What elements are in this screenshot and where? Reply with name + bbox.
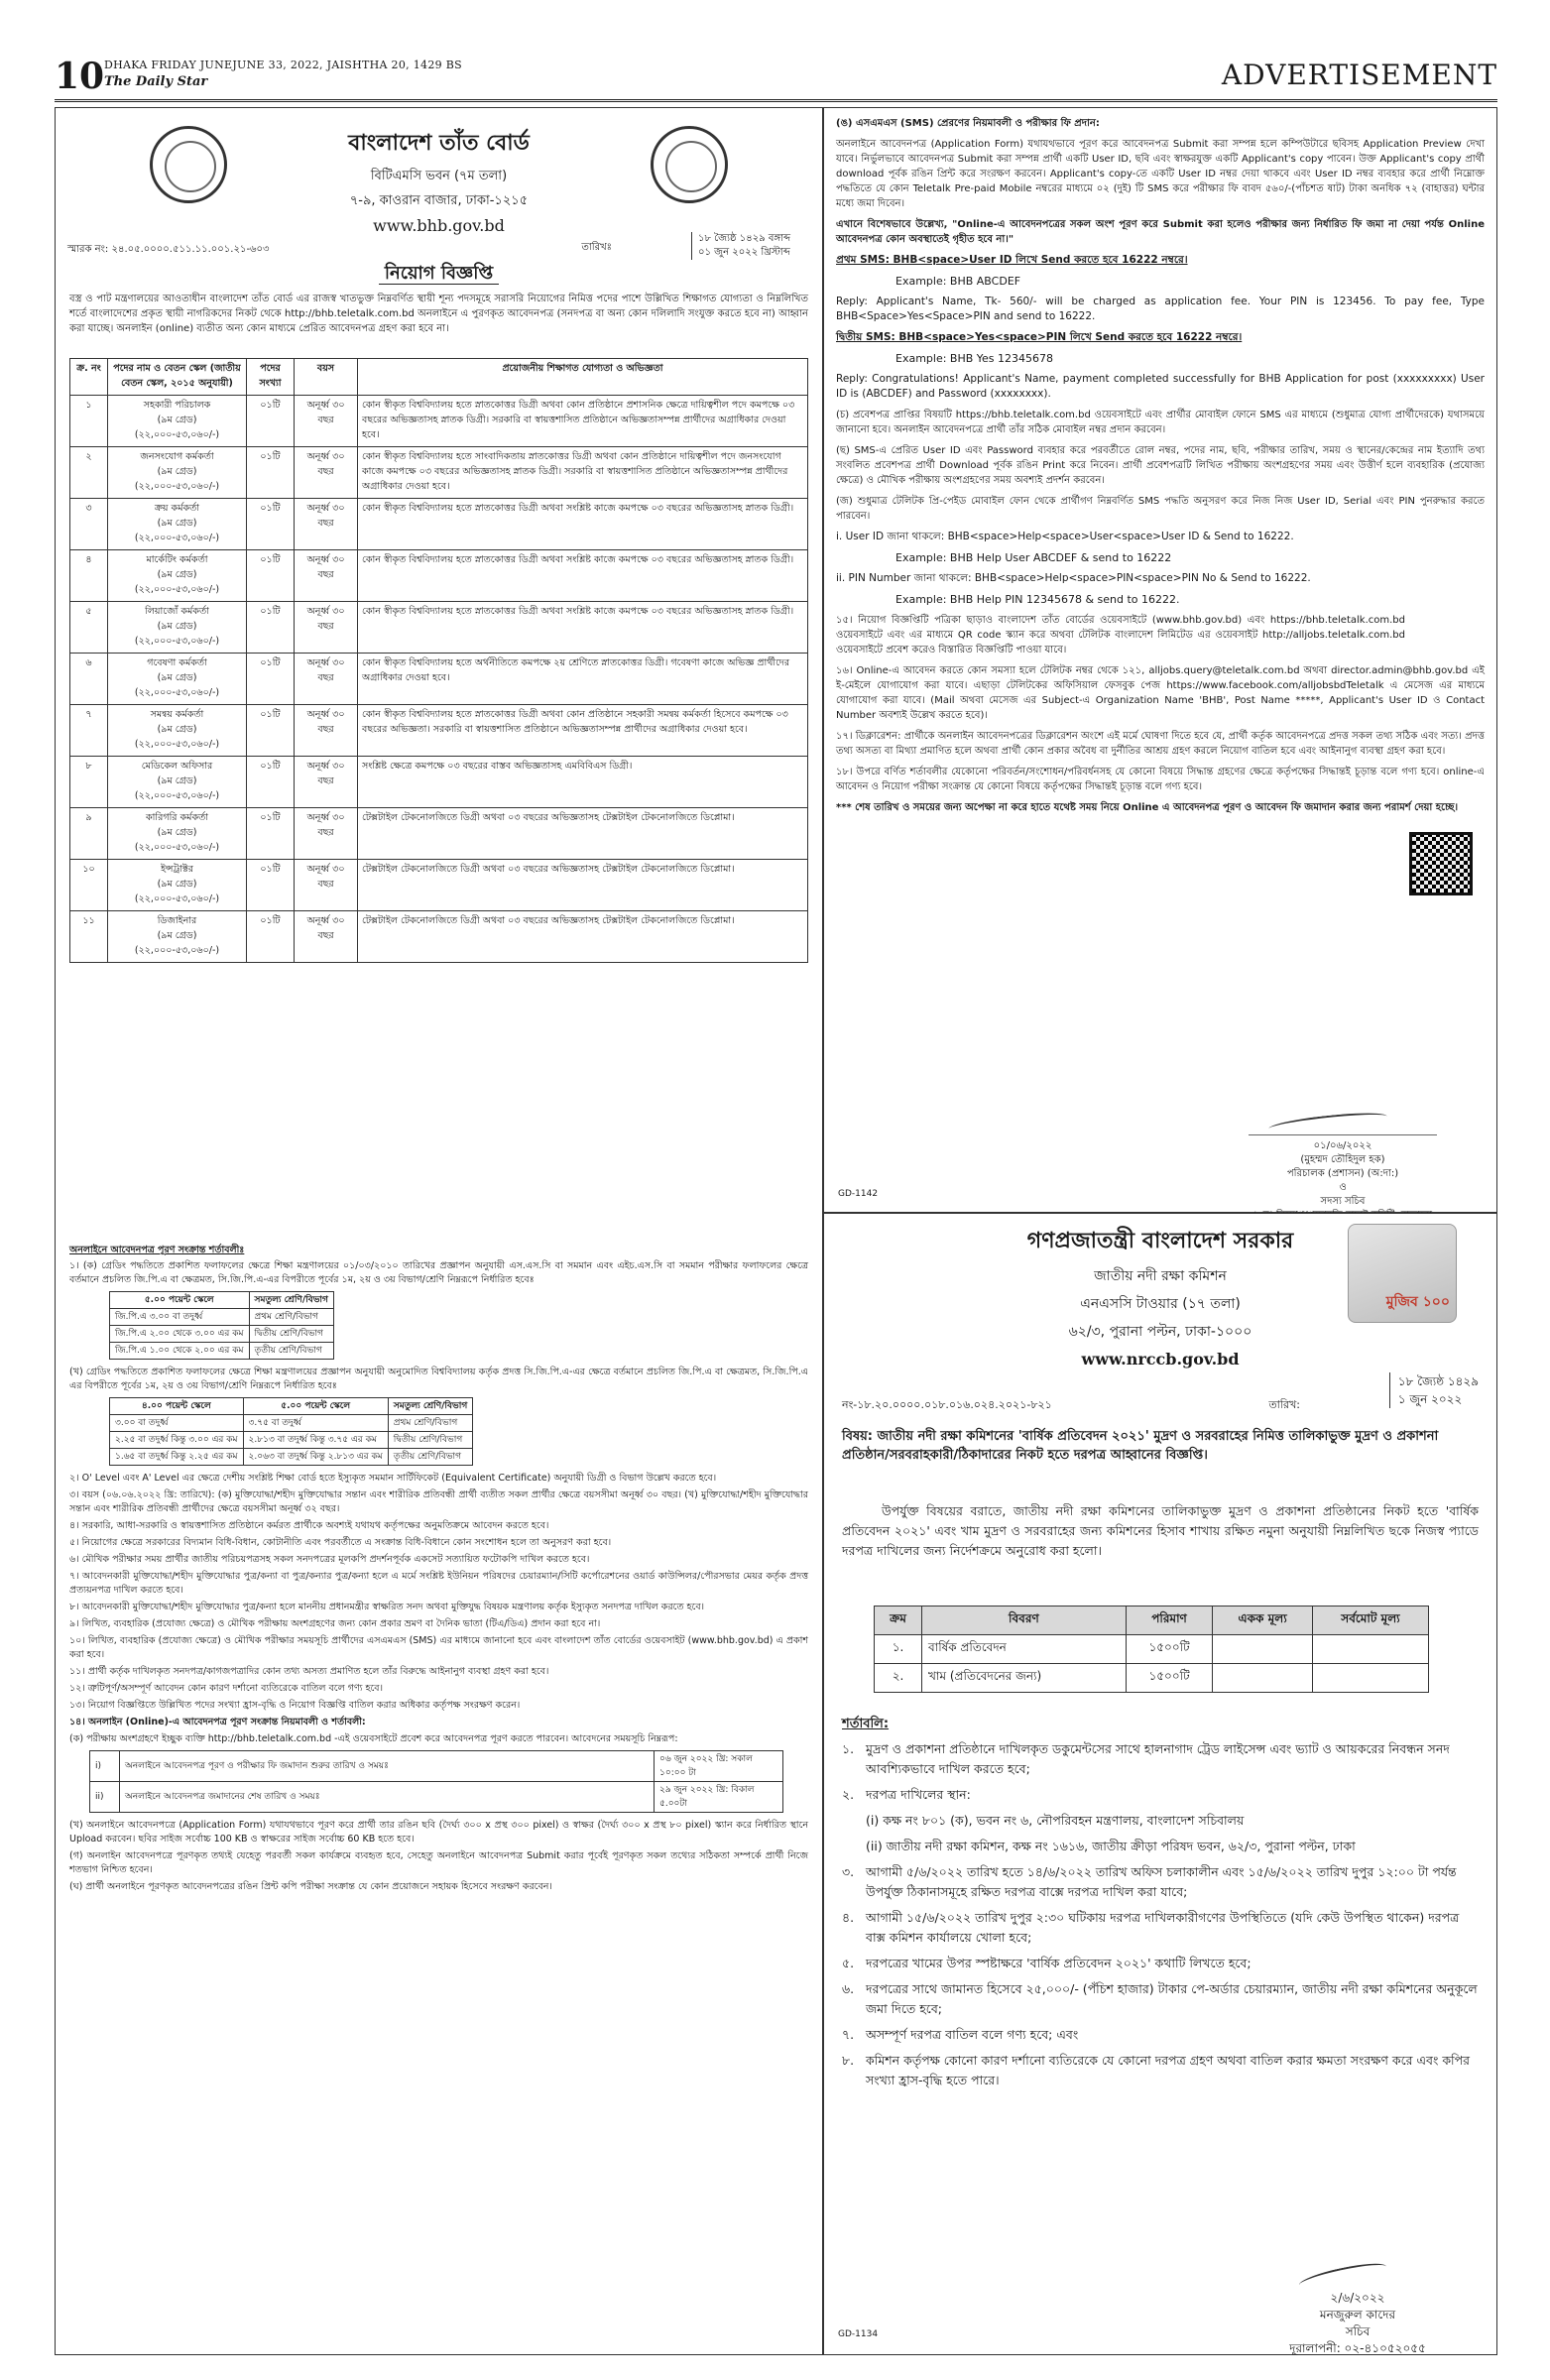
condition-19: *** শেষ তারিখ ও সময়ের জন্য অপেক্ষা না করে হাতে যথেষ্ট সময় নিয়ে Online এ আবেদনপত্র পূরণ ও আবেদন ফি জমাদান করার জন্য পরামর্শ দেয়া হচ্ছে। <box>836 802 1459 813</box>
bhb-website[interactable]: www.bhb.gov.bd <box>373 216 505 235</box>
section-title: ADVERTISEMENT <box>1221 59 1497 91</box>
table-cell: ২.৮১৩ বা তদুর্ধ্ব কিন্তু ৩.৭৫ এর কম <box>243 1432 388 1449</box>
condition-17: ১৭। ডিক্লারেশন: প্রার্থীকে অনলাইন আবেদনপত্রের ডিক্লারেশন অংশে এই মর্মে ঘোষণা দিতে হবে যে, প্রার্থী কর্তৃক আবেদনপত্রে প্রদত্ত সকল তথ্য সঠিক এবং সত্য। প্রদত্ত তথ্য অসত্য বা মিথ্যা প্রমাণিত হলে অথবা প্রার্থী কোন প্রকার অবৈধ বা দুর্নীতির আশ্রয় গ্রহণ করলে নিয়োগ বাতিল হবে এবং আইনানুগ ব্যবস্থা গ্রহণ করা হবে। <box>836 731 1485 757</box>
post-name: সমন্বয় কর্মকর্তা <box>150 709 204 720</box>
post-requirement: টেক্সটাইল টেকনোলজিতে ডিগ্রী অথবা ০৩ বছরের অভিজ্ঞতাসহ টেক্সটাইল টেকনোলজিতে ডিপ্লোমা। <box>358 911 808 963</box>
table-cell: ৩.৭৫ বা তদুর্ধ্ব <box>243 1415 388 1432</box>
post-serial: ৪ <box>70 550 108 602</box>
table-cell: ১. <box>875 1635 922 1664</box>
gpa-col-scale: ৫.০০ পয়েন্ট স্কেলে <box>110 1292 250 1309</box>
post-count: ০১টি <box>247 654 295 705</box>
sms-first-example: Example: BHB ABCDEF <box>895 275 1021 288</box>
table-row <box>875 1635 1429 1664</box>
post-age: অনূর্ধ্ব ৩০ বছর <box>295 499 358 550</box>
schedule-table <box>89 1750 783 1813</box>
nrcc-date-en: ১ জুন ২০২২ <box>1397 1392 1463 1406</box>
post-age: অনূর্ধ্ব ৩০ বছর <box>295 705 358 757</box>
post-name-cell <box>108 654 247 705</box>
table-row <box>110 1449 473 1466</box>
list-item <box>842 1954 1479 1973</box>
condition-item: ৯। লিখিত, ব্যবহারিক (প্রযোজ্য ক্ষেত্রে) ও মৌখিক পরীক্ষায় অংশগ্রহণের জন্য কোন প্রকার ভ্রমণ বা দৈনিক ভাতা (টিএ/ডিএ) প্রদান করা হবে না। <box>69 1618 601 1629</box>
nrcc-tender-ad <box>823 1213 1497 2355</box>
term-number: ৪. <box>842 1910 855 1925</box>
condition-item: ৬। মৌখিক পরীক্ষার সময় প্রার্থীর জাতীয় পরিচয়পত্রসহ সকল সনদপত্রের মূলকপি প্রদর্শনপূর্বক একসেট সত্যায়িত ফটোকপি দাখিল করতে হবে। <box>69 1554 590 1565</box>
table-cell: জি.পি.এ ২.০০ থেকে ৩.০০ এর কম <box>110 1326 250 1343</box>
schedule-text: অনলাইনে আবেদনপত্র জমাদানের শেষ তারিখ ও সময়ঃ <box>120 1782 655 1813</box>
bhb-sign-designation: পরিচালক (প্রশাসন) (অ:দা:) <box>1286 1168 1399 1179</box>
post-name: কারিগরি কর্মকর্তা <box>146 812 208 823</box>
post-scale: (২২,০০০-৫৩,০৬০/-) <box>134 429 220 440</box>
table-row <box>70 447 808 499</box>
post-count: ০১টি <box>247 705 295 757</box>
term-number <box>842 1811 866 1831</box>
online-heading: ১৪। অনলাইন (Online)-এ আবেদনপত্র পূরণ সংক্রান্ত নিয়মাবলী ও শর্তাবলী: <box>69 1717 366 1727</box>
cgpa-table <box>109 1397 473 1466</box>
post-age: অনূর্ধ্ব ৩০ বছর <box>295 911 358 963</box>
table-cell: তৃতীয় শ্রেণি/বিভাগ <box>249 1343 333 1360</box>
online-d: (ঘ) প্রার্থী অনলাইনে পূরণকৃত আবেদনপত্রের রঙিন প্রিন্ট কপি পরীক্ষা সংক্রান্ত যে কোন প্রয়োজনে সহায়ক হিসেবে সংরক্ষণ করবেন। <box>69 1881 552 1892</box>
post-serial: ৭ <box>70 705 108 757</box>
term-text: (i) কক্ষ নং ৮০১ (ক), ভবন নং ৬, নৌপরিবহন মন্ত্রণালয়, বাংলাদেশ সচিবালয় <box>866 1813 1245 1828</box>
post-serial: ৯ <box>70 808 108 860</box>
post-name-cell <box>108 602 247 654</box>
col-post-name: পদের নাম ও বেতন স্কেল (জাতীয় বেতন স্কেল, ২০১৫ অনুযায়ী) <box>108 359 247 396</box>
notice-title-text: নিয়োগ বিজ্ঞপ্তি <box>379 263 499 285</box>
post-scale: (২২,০০০-৫৩,০৬০/-) <box>134 893 220 904</box>
post-grade: (৯ম গ্রেড) <box>157 672 197 683</box>
post-serial: ১১ <box>70 911 108 963</box>
term-text: মুদ্রণ ও প্রকাশনা প্রতিষ্ঠানে দাখিলকৃত ডকুমেন্টসের সাথে হালনাগাদ ট্রেড লাইসেন্স এবং ভ্যাট ও আয়করের নিবন্ধন সনদ আবশ্যিকভাবে দাখিল করতে হবে; <box>866 1741 1450 1776</box>
post-count: ০১টি <box>247 757 295 808</box>
table-cell: দ্বিতীয় শ্রেণি/বিভাগ <box>249 1326 333 1343</box>
post-name: ইন্সট্রাক্টর <box>161 864 193 875</box>
table-cell: প্রথম শ্রেণি/বিভাগ <box>388 1415 472 1432</box>
condition-item: ১৩। নিয়োগ বিজ্ঞপ্তিতে উল্লিখিত পদের সংখ্যা হ্রাস-বৃদ্ধি ও নিয়োগ বিজ্ঞপ্তি বাতিল করার অধিকার কর্তৃপক্ষ সংরক্ষণ করেন। <box>69 1700 521 1711</box>
nrcc-building: এনএসসি টাওয়ার (১৭ তলা) <box>1080 1296 1241 1312</box>
post-name: মেডিকেল অফিসার <box>141 761 213 772</box>
term-number: ৮. <box>842 2053 855 2068</box>
post-age: অনূর্ধ্ব ৩০ বছর <box>295 396 358 447</box>
recovery-pin: ii. PIN Number জানা থাকলে: BHB<space>Help<space>PIN<space>PIN No & Send to 16222. <box>836 572 1311 584</box>
recovery-note: (জ) শুধুমাত্র টেলিটক প্রি-পেইড মোবাইল ফোন থেকে প্রার্থীগণ নিম্নবর্ণিত SMS পদ্ধতি অনুসরণ করে নিজ নিজ User ID, Serial এবং PIN পুনরুদ্ধার করতে পারবেন। <box>836 496 1485 522</box>
table-row <box>90 1782 783 1813</box>
table-cell: তৃতীয় শ্রেণি/বিভাগ <box>388 1449 472 1466</box>
terms-heading: শর্তাবলি: <box>842 1717 890 1731</box>
gpa-col-division: সমতুল্য শ্রেণি/বিভাগ <box>249 1292 333 1309</box>
admit-card-note: (চ) প্রবেশপত্র প্রাপ্তির বিষয়টি https://bhb.teletalk.com.bd ওয়েবসাইটে এবং প্রার্থীর মোবাইল ফোনে SMS এর মাধ্যমে (শুধুমাত্র যোগ্য প্রার্থীদেরকে) যথাসময়ে জানানো হবে। অনলাইন আবেদনপত্রে প্রার্থী তাঁর সঠিক মোবাইল নম্বর প্রদান করবেন। <box>836 410 1485 435</box>
nrcc-gov: গণপ্রজাতন্ত্রী বাংলাদেশ সরকার <box>1026 1228 1294 1253</box>
gpa-table <box>109 1291 334 1360</box>
post-requirement: সংশ্লিষ্ট ক্ষেত্রে কমপক্ষে ০৩ বছরের বাস্তব অভিজ্ঞতাসহ এমবিবিএস ডিগ্রী। <box>358 757 808 808</box>
tender-col-unit: একক মূল্য <box>1213 1606 1313 1635</box>
condition-item: ১২। ত্রুটিপূর্ণ/অসম্পূর্ণ আবেদন কোন কারণ দর্শানো ব্যতিরেকে বাতিল বলে গণ্য হবে। <box>69 1683 383 1694</box>
bhb-sign-name: (মুহম্মদ তৌহিদুল হক) <box>1300 1154 1385 1165</box>
term-text: দরপত্রের সাথে জামানত হিসেবে ২৫,০০০/- (পঁচিশ হাজার) টাকার পে-অর্ডার চেয়ারম্যান, জাতীয় নদী রক্ষা কমিশনের অনুকূলে জমা দিতে হবে; <box>866 1981 1478 2016</box>
table-cell: দ্বিতীয় শ্রেণি/বিভাগ <box>388 1432 472 1449</box>
post-age: অনূর্ধ্ব ৩০ বছর <box>295 447 358 499</box>
online-a: (ক) পরীক্ষায় অংশগ্রহণে ইচ্ছুক ব্যক্তি http://bhb.teletalk.com.bd -এই ওয়েবসাইটে প্রবেশ করে আবেদনপত্র পূরণ করতে পারবেন। আবেদনের সময়সূচি নিম্নরূপ: <box>69 1733 678 1744</box>
table-row <box>70 911 808 963</box>
condition-item: ৪। সরকারি, আধা-সরকারি ও স্বায়ত্তশাসিত প্রতিষ্ঠানে কর্মরত প্রার্থীকে অবশ্যই যথাযথ কর্তৃপক্ষের অনুমতিক্রমে আবেদন করতে হবে। <box>69 1520 549 1531</box>
post-count: ০১টি <box>247 602 295 654</box>
bhb-address: ৭-৯, কাওরান বাজার, ঢাকা-১২১৫ <box>349 193 529 208</box>
page-number: 10 <box>55 56 105 97</box>
tender-table <box>874 1606 1429 1693</box>
list-item <box>842 1862 1479 1902</box>
bhb-org-name: বাংলাদেশ তাঁত বোর্ড <box>348 130 530 156</box>
post-count: ০১টি <box>247 808 295 860</box>
tender-col-qty: পরিমাণ <box>1126 1606 1213 1635</box>
table-row <box>70 860 808 911</box>
post-scale: (২২,০০০-৫৩,০৬০/-) <box>134 533 220 543</box>
nrcc-memo-row <box>842 1372 1479 1416</box>
post-name-cell <box>108 705 247 757</box>
recovery-pin-example: Example: BHB Help PIN 12345678 & send to 16222. <box>895 593 1180 606</box>
tender-col-desc: বিবরণ <box>922 1606 1127 1635</box>
condition-item: ৭। আবেদনকারী মুক্তিযোদ্ধা/শহীদ মুক্তিযোদ্ধার পুত্র/কন্যা বা পুত্র/কন্যার পুত্র/কন্যা হলে এ মর্মে সংশ্লিষ্ট ইউনিয়ন পরিষদের চেয়ারম্যান/সিটি কর্পোরেশনের ওয়ার্ড কাউন্সিলর/পৌরসভার মেয়র কর্তৃক প্রদত্ত প্রত্যয়নপত্র দাখিল করতে হবে। <box>69 1571 808 1596</box>
condition-item: ৮। আবেদনকারী মুক্তিযোদ্ধা/শহীদ মুক্তিযোদ্ধার পুত্র/কন্যা হলে মাননীয় প্রধানমন্ত্রীর স্বাক্ষরিত সনদ অথবা মুক্তিযুদ্ধ বিষয়ক মন্ত্রণালয় কর্তৃক ইস্যুকৃত সনদপত্র দাখিল করতে হবে। <box>69 1602 705 1612</box>
bhb-memo-row <box>67 232 810 262</box>
post-serial: ৫ <box>70 602 108 654</box>
post-grade: (৯ম গ্রেড) <box>157 827 197 838</box>
bhb-sign-role: সদস্য সচিব <box>1320 1196 1366 1207</box>
table-row <box>110 1326 334 1343</box>
post-name: গবেষণা কর্মকর্তা <box>147 657 207 668</box>
list-item <box>842 1811 1479 1831</box>
post-name-cell <box>108 911 247 963</box>
table-row <box>110 1309 334 1326</box>
bhb-recruitment-ad <box>55 107 823 2355</box>
post-scale: (২২,০০০-৫৩,০৬০/-) <box>134 584 220 595</box>
term-text: অসম্পূর্ণ দরপত্র বাতিল বলে গণ্য হবে; এবং <box>866 2027 1079 2042</box>
post-scale: (২২,০০০-৫৩,০৬০/-) <box>134 945 220 956</box>
tender-col-total: সর্বমোট মূল্য <box>1312 1606 1428 1635</box>
nrcc-sign-phone: দূরালাপনী: ০২-৪১০৫২০৫৫ <box>1289 2341 1426 2355</box>
condition-item: ২। O' Level এবং A' Level এর ক্ষেত্রে দেশীয় সংশ্লিষ্ট শিক্ষা বোর্ড হতে ইস্যুকৃত সমমান সার্টিফিকেট (Equivalent Certificate) অনুযায়ী ডিগ্রী ও বিভাগ উল্লেখ করতে হবে। <box>69 1473 717 1484</box>
table-cell: প্রথম শ্রেণি/বিভাগ <box>249 1309 333 1326</box>
post-name: ডিজাইনার <box>157 915 197 926</box>
list-item <box>842 1837 1479 1856</box>
post-requirement: কোন স্বীকৃত বিশ্ববিদ্যালয় হতে স্নাতকোত্তর ডিগ্রী অথবা কোন প্রতিষ্ঠানে প্রশাসনিক ক্ষেত্রে দায়িত্বশীল পদে কমপক্ষে ০৩ বছরের অভিজ্ঞতাসহ স্নাতক ডিগ্রী। সরকারি বা স্বায়ত্তশাসিত প্রতিষ্ঠানে অভিজ্ঞতাসম্পন্ন প্রার্থীদের অগ্রাধিকার দেওয়া হবে। <box>358 396 808 447</box>
gd-code: GD-1142 <box>838 1189 879 1199</box>
table-cell: ২.২৫ বা তদুর্ধ্ব কিন্তু ৩.০০ এর কম <box>110 1432 244 1449</box>
post-age: অনূর্ধ্ব ৩০ বছর <box>295 550 358 602</box>
post-grade: (৯ম গ্রেড) <box>157 466 197 477</box>
nrcc-paragraph: উপর্যুক্ত বিষয়ের বরাতে, জাতীয় নদী রক্ষা কমিশনের তালিকাভুক্ত মুদ্রণ ও প্রকাশনা প্রতিষ্ঠানের নিকট হতে 'বার্ষিক প্রতিবেদন ২০২১' এবং খাম মুদ্রণ ও সরবরাহের জন্য কমিশনের হিসাব শাখায় রক্ষিত নমুনা অনুযায়ী নিম্নলিখিত ছকে নিজস্ব প্যাডে দরপত্র দাখিলের জন্য নির্দেশক্রমে অনুরোধ করা হলো। <box>842 1503 1479 1558</box>
term-text: (ii) জাতীয় নদী রক্ষা কমিশন, কক্ষ নং ১৬১৬, জাতীয় ক্রীড়া পরিষদ ভবন, ৬২/৩, পুরানা পল্টন, ঢাকা <box>866 1839 1356 1853</box>
post-age: অনূর্ধ্ব ৩০ বছর <box>295 860 358 911</box>
post-name-cell <box>108 550 247 602</box>
condition-1a: ১। (ক) গ্রেডিং পদ্ধতিতে প্রকাশিত ফলাফলের ক্ষেত্রে শিক্ষা মন্ত্রণালয়ের ০১/০৩/২০১০ তারিখের প্রজ্ঞাপন অনুযায়ী এস.এস.সি বা সমমান এবং এইচ.এস.সি বা সমমান পরীক্ষার ফলাফলের ক্ষেত্রে বর্তমানে প্রচলিত জি.পি.এ বা ক্ষেত্রমত, সি.জি.পি.এ-এর বিপরীতে পূর্বের ১ম, ২য় ও ৩য় বিভাগ/শ্রেণি নিম্নরূপে নির্ধারিত হবেঃ <box>69 1260 808 1285</box>
table-cell <box>1312 1635 1428 1664</box>
col-requirements: প্রয়োজনীয় শিক্ষাগত যোগ্যতা ও অভিজ্ঞতা <box>358 359 808 396</box>
bhb-memo-number: স্মারক নং: ২৪.০৫.০০০০.৫১১.১১.০০১.২১-৬০৩ <box>67 244 270 255</box>
post-count: ০১টি <box>247 911 295 963</box>
bhb-sign-date: ০১/০৬/২০২২ <box>1313 1140 1372 1151</box>
post-grade: (৯ম গ্রেড) <box>157 415 197 425</box>
post-requirement: কোন স্বীকৃত বিশ্ববিদ্যালয় হতে সাংবাদিকতায় স্নাতকোত্তর ডিগ্রী অথবা কোন প্রতিষ্ঠানে দায়িত্বশীল পদে জনসংযোগ কাজে কমপক্ষে ০৩ বছরের অভিজ্ঞতাসহ স্নাতক ডিগ্রী। সরকারি বা স্বায়ত্তশাসিত প্রতিষ্ঠানে অভিজ্ঞতাসম্পন্ন প্রার্থীদের অগ্রাধিকার দেওয়া হবে। <box>358 447 808 499</box>
schedule-no: i) <box>90 1751 120 1782</box>
post-scale: (২২,০০০-৫৩,০৬০/-) <box>134 481 220 492</box>
table-cell: খাম (প্রতিবেদনের জন্য) <box>922 1664 1127 1693</box>
sms-second: দ্বিতীয় SMS: BHB<space>Yes<space>PIN লিখে Send করতে হবে 16222 নম্বরে। <box>836 331 1243 343</box>
post-name: মার্কেটিং কর্মকর্তা <box>146 554 208 565</box>
signature-icon <box>1258 2260 1457 2290</box>
sms-note: এখানে বিশেষভাবে উল্লেখ্য, "Online-এ আবেদনপত্রের সকল অংশ পূরণ করে Submit করা হলেও পরীক্ষার জন্য নির্ধারিত ফি জমা না দেয়া পর্যন্ত Online আবেদনপত্র কোন অবস্থাতেই গৃহীত হবে না।" <box>836 219 1485 245</box>
table-row <box>70 499 808 550</box>
sms-second-reply: Reply: Congratulations! Applicant's Name, payment completed successfully for BHB Application for post (xxxxxxxxx) User ID is (ABCDEF) and Password (xxxxxxxx). <box>836 373 1485 400</box>
post-requirement: টেক্সটাইল টেকনোলজিতে ডিগ্রী অথবা ০৩ বছরের অভিজ্ঞতাসহ টেক্সটাইল টেকনোলজিতে ডিপ্লোমা। <box>358 808 808 860</box>
term-text: দরপত্র দাখিলের স্থান: <box>866 1787 971 1802</box>
condition-item: ৫। নিয়োগের ক্ষেত্রে সরকারের বিদ্যমান বিধি-বিধান, কোটানীতি এবং পরবর্তীতে এ সংক্রান্ত বিধি-বিধানে কোন সংশোধন হলে তা অনুসরণ করা হবে। <box>69 1537 612 1548</box>
post-requirement: কোন স্বীকৃত বিশ্ববিদ্যালয় হতে অর্থনীতিতে কমপক্ষে ২য় শ্রেণিতে স্নাতকোত্তর ডিগ্রী। গবেষণা কাজে অভিজ্ঞ প্রার্থীদের অগ্রাধিকার দেওয়া হবে। <box>358 654 808 705</box>
post-scale: (২২,০০০-৫৩,০৬০/-) <box>134 842 220 853</box>
bhb-continuation-ad <box>823 107 1497 1213</box>
nrcc-subject: বিষয়: জাতীয় নদী রক্ষা কমিশনের 'বার্ষিক প্রতিবেদন ২০২১' মুদ্রণ ও সরবরাহের নিমিত্ত তালিকাভুক্ত মুদ্রণ ও প্রকাশনা প্রতিষ্ঠান/সরবরাহকারী/ঠিকাদারের নিকট হতে দরপত্র আহ্বানের বিজ্ঞপ্তি। <box>842 1429 1439 1463</box>
post-grade: (৯ম গ্রেড) <box>157 518 197 529</box>
table-cell: ১৫০০টি <box>1126 1664 1213 1693</box>
term-number: ৬. <box>842 1981 855 1996</box>
list-item <box>842 2051 1479 2090</box>
table-row <box>110 1415 473 1432</box>
term-text: দরপত্রের খামের উপর স্পষ্টাক্ষরে 'বার্ষিক প্রতিবেদন ২০২১' কথাটি লিখতে হবে; <box>866 1956 1252 1970</box>
list-item <box>842 1979 1479 2019</box>
table-row <box>70 757 808 808</box>
newspaper-name: The Daily Star <box>104 74 208 89</box>
term-number <box>842 1837 866 1856</box>
post-requirement: কোন স্বীকৃত বিশ্ববিদ্যালয় হতে স্নাতকোত্তর ডিগ্রী অথবা সংশ্লিষ্ট কাজে কমপক্ষে ০৩ বছরের অভিজ্ঞতাসহ স্নাতক ডিগ্রী। <box>358 499 808 550</box>
schedule-text: অনলাইনে আবেদনপত্র পূরণ ও পরীক্ষার ফি জমাদান শুরুর তারিখ ও সময়ঃ <box>120 1751 655 1782</box>
post-serial: ১০ <box>70 860 108 911</box>
table-row <box>70 808 808 860</box>
tender-col-serial: ক্রম <box>875 1606 922 1635</box>
bhb-logo-icon <box>651 126 728 203</box>
table-cell: ৩.০০ বা তদুর্ধ্ব <box>110 1415 244 1432</box>
dateline: DHAKA FRIDAY JUNEJUNE 33, 2022, JAISHTHA 20, 1429 BS <box>104 59 462 71</box>
admit-card-download: (ছ) SMS-এ প্রেরিত User ID এবং Password ব্যবহার করে পরবর্তীতে রোল নম্বর, পদের নাম, ছবি, পরীক্ষার তারিখ, সময় ও স্থানের/কেন্দ্রের নাম ইত্যাদি তথ্য সংবলিত প্রবেশপত্র প্রার্থী Download পূর্বক রঙিন Print করে নিবেন। প্রার্থী প্রবেশপত্রটি লিখিত পরীক্ষায় অংশগ্রহণের সময় এবং উত্তীর্ণ হলে ব্যবহারিক (প্রযোজ্য ক্ষেত্রে) ও মৌখিক পরীক্ষায় অংশগ্রহণের সময় অবশ্যই প্রদর্শন করবেন। <box>836 445 1485 486</box>
post-serial: ৩ <box>70 499 108 550</box>
post-age: অনূর্ধ্ব ৩০ বছর <box>295 808 358 860</box>
post-requirement: কোন স্বীকৃত বিশ্ববিদ্যালয় হতে স্নাতকোত্তর ডিগ্রী অথবা কোন প্রতিষ্ঠানে সহকারী সমন্বয় কর্মকর্তা হিসেবে কমপক্ষে ০৩ বছরের অভিজ্ঞতা। সরকারি বা স্বায়ত্তশাসিত প্রতিষ্ঠানে অভিজ্ঞতাসম্পন্ন প্রার্থীদের অগ্রাধিকার দেওয়া হবে। <box>358 705 808 757</box>
nrcc-date-label: তারিখ: <box>1268 1398 1300 1411</box>
post-grade: (৯ম গ্রেড) <box>157 621 197 632</box>
post-name-cell <box>108 499 247 550</box>
nrcc-memo-number: নং-১৮.২০.০০০০.০১৮.০১৬.০২৪.২০২১-৮২১ <box>842 1398 1052 1411</box>
post-grade: (৯ম গ্রেড) <box>157 775 197 786</box>
post-count: ০১টি <box>247 550 295 602</box>
nrcc-signature-block <box>1258 2260 1457 2357</box>
list-item <box>842 2025 1479 2045</box>
mujib-100-logo-icon <box>1348 1224 1457 1323</box>
bhb-conditions <box>69 1244 808 1897</box>
nrcc-address: ৬২/৩, পুরানা পল্টন, ঢাকা-১০০০ <box>1068 1324 1252 1340</box>
mujib-logo-text: মুজিব ১০০ <box>1385 1294 1450 1310</box>
post-name-cell <box>108 757 247 808</box>
condition-list <box>69 1472 808 1713</box>
gd-code: GD-1134 <box>838 2329 879 2339</box>
post-name-cell <box>108 447 247 499</box>
condition-item: ১১। প্রার্থী কর্তৃক দাখিলকৃত সনদপত্র/কাগজপত্রাদির কোন তথ্য অসত্য প্রমাণিত হলে তাঁর বিরুদ্ধে আইনানুগ ব্যবস্থা গ্রহণ করা হবে। <box>69 1666 549 1677</box>
table-cell: ২. <box>875 1664 922 1693</box>
post-name: লিয়াজোঁ কর্মকর্তা <box>145 606 209 617</box>
schedule-no: ii) <box>90 1782 120 1813</box>
bhb-date <box>691 232 790 260</box>
post-name-cell <box>108 396 247 447</box>
nrcc-sign-date: ২/৬/২০২২ <box>1330 2291 1385 2305</box>
conditions-heading: অনলাইনে আবেদনপত্র পূরণ সংক্রান্ত শর্তাবলীঃ <box>69 1245 245 1255</box>
col-age: বয়স <box>295 359 358 396</box>
post-count: ০১টি <box>247 447 295 499</box>
term-text: কমিশন কর্তৃপক্ষ কোনো কারণ দর্শানো ব্যতিরেকে যে কোনো দরপত্র গ্রহণ অথবা বাতিল করার ক্ষমতা সংরক্ষণ করে এবং কপির সংখ্যা হ্রাস-বৃদ্ধি হতে পারে। <box>866 2053 1470 2087</box>
condition-18: ১৮। উপরে বর্ণিত শর্তাবলীর যেকোনো পরিবর্তন/সংশোধন/পরিবর্ধনসহ যে কোনো বিষয়ে সিদ্ধান্ত গ্রহণের ক্ষেত্রে কর্তৃপক্ষের সিদ্ধান্তই চূড়ান্ত বলে গণ্য হবে। online-এ আবেদন ও নিয়োগ পরীক্ষা সংক্রান্ত যে কোনো বিষয়ে কর্তৃপক্ষের সিদ্ধান্তই চূড়ান্ত বলে গণ্য হবে। <box>836 767 1485 792</box>
condition-15: ১৫। নিয়োগ বিজ্ঞপ্তিটি পত্রিকা ছাড়াও বাংলাদেশ তাঁত বোর্ডের ওয়েবসাইটে (www.bhb.gov.bd) এবং https://bhb.teletalk.com.bd ওয়েবসাইটে এবং এর মাধ্যমে QR code স্ক্যান করে অথবা টেলিটক বাংলাদেশ লিমিটেড এর ওয়েবসাইট http://alljobs.teletalk.com.bd ওয়েবসাইটে প্রবেশ করেও বিস্তারিত বিজ্ঞপ্তিটি পাওয়া যাবে। <box>836 615 1405 655</box>
term-number: ৩. <box>842 1864 855 1879</box>
table-cell: ১৫০০টি <box>1126 1635 1213 1664</box>
term-number: ৭. <box>842 2027 855 2042</box>
post-name-cell <box>108 808 247 860</box>
post-grade: (৯ম গ্রেড) <box>157 569 197 580</box>
table-cell <box>1312 1664 1428 1693</box>
table-row <box>70 654 808 705</box>
schedule-value: ০৬ জুন ২০২২ খ্রি: সকাল ১০:০০ টা <box>655 1751 783 1782</box>
table-cell: বার্ষিক প্রতিবেদন <box>922 1635 1127 1664</box>
posts-table-header <box>70 359 808 396</box>
nrcc-sign-designation: সচিব <box>1345 2324 1371 2338</box>
condition-1b: (খ) গ্রেডিং পদ্ধতিতে প্রকাশিত ফলাফলের ক্ষেত্রে শিক্ষা মন্ত্রণালয়ের প্রজ্ঞাপন অনুযায়ী অনুমোদিত বিশ্ববিদ্যালয় কর্তৃক প্রদত্ত সি.জি.পি.এ-এর ক্ষেত্রে বর্তমানে প্রচলিত জি.পি.এ বা ক্ষেত্রমত, সি.জি.পি.এ এর বিপরীতে পূর্বের ১ম, ২য় ও ৩য় বিভাগ/শ্রেণি নিম্নরূপে নির্ধারিত হবেঃ <box>69 1367 808 1391</box>
sms-first-reply: Reply: Applicant's Name, Tk- 560/- will be charged as application fee. Your PIN is 123456. To pay fee, Type BHB<Space>Yes<Space>PIN and send to 16222. <box>836 296 1485 322</box>
online-c: (গ) অনলাইন আবেদনপত্রে পূরণকৃত তথ্যই যেহেতু পরবর্তী সকল কার্যক্রমে ব্যবহৃত হবে, সেহেতু অনলাইনে আবেদনপত্র Submit করার পূর্বেই পূরণকৃত সকল তথ্যের সঠিকতা সম্পর্কে প্রার্থী নিজে শতভাগ নিশ্চিত হবেন। <box>69 1850 808 1875</box>
condition-item: ১০। লিখিত, ব্যবহারিক (প্রযোজ্য ক্ষেত্রে) ও মৌখিক পরীক্ষার সময়সূচি প্রার্থীদের এসএমএস (SMS) এর মাধ্যমে জানানো হবে এবং বাংলাদেশ তাঁত বোর্ডের ওয়েবসাইট (www.bhb.gov.bd) এ প্রকাশ করা হবে। <box>69 1635 808 1660</box>
post-grade: (৯ম গ্রেড) <box>157 879 197 890</box>
table-row <box>110 1432 473 1449</box>
list-item <box>842 1739 1479 1779</box>
qr-code-icon[interactable] <box>1409 832 1473 895</box>
post-requirement: টেক্সটাইল টেকনোলজিতে ডিগ্রী অথবা ০৩ বছরের অভিজ্ঞতাসহ টেক্সটাইল টেকনোলজিতে ডিপ্লোমা। <box>358 860 808 911</box>
cgpa-col-5: ৫.০০ পয়েন্ট স্কেলে <box>243 1398 388 1415</box>
cgpa-col-4: ৪.০০ পয়েন্ট স্কেলে <box>110 1398 244 1415</box>
sms-heading: (ঙ) এসএমএস (SMS) প্রেরণের নিয়মাবলী ও পরীক্ষার ফি প্রদান: <box>836 118 1100 129</box>
signature-icon <box>1249 1110 1437 1135</box>
post-scale: (২২,০০০-৫৩,০৬০/-) <box>134 687 220 698</box>
table-cell: ১.৬৫ বা তদুর্ধ্ব কিন্তু ২.২৫ এর কম <box>110 1449 244 1466</box>
government-seal-icon <box>150 126 227 203</box>
post-requirement: কোন স্বীকৃত বিশ্ববিদ্যালয় হতে স্নাতকোত্তর ডিগ্রী অথবা সংশ্লিষ্ট কাজে কমপক্ষে ০৩ বছরের অভিজ্ঞতাসহ স্নাতক ডিগ্রী। <box>358 550 808 602</box>
term-number: ৫. <box>842 1956 855 1970</box>
nrcc-sign-name: মনজুরুল কাদের <box>1319 2308 1396 2321</box>
bhb-notice-title <box>56 259 822 290</box>
post-grade: (৯ম গ্রেড) <box>157 724 197 735</box>
nrcc-website[interactable]: www.nrccb.gov.bd <box>1081 1350 1240 1368</box>
post-serial: ৮ <box>70 757 108 808</box>
post-serial: ২ <box>70 447 108 499</box>
post-serial: ১ <box>70 396 108 447</box>
online-b: (খ) অনলাইনে আবেদনপত্রে (Application Form) যথাযথভাবে পূরণ করে প্রার্থী তার রঙিন ছবি (দৈর্ঘ্য ৩০০ x প্রস্থ ৩০০ pixel) ও স্বাক্ষর (দৈর্ঘ্য ৩০০ x প্রস্থ ৮০ pixel) স্ক্যান করে নির্ধারিত স্থানে Upload করবেন। ছবির সাইজ সর্বোচ্চ 100 KB ও স্বাক্ষরের সাইজ সর্বোচ্চ 60 KB হতে হবে। <box>69 1820 808 1844</box>
bhb-date-en: ০১ জুন ২০২২ খ্রিস্টাব্দ <box>697 247 790 258</box>
table-cell: ২.০৬৩ বা তদুর্ধ্ব কিন্তু ২.৮১৩ এর কম <box>243 1449 388 1466</box>
term-text: আগামী ৫/৬/২০২২ তারিখ হতে ১৪/৬/২০২২ তারিখ অফিস চলাকালীন এবং ১৫/৬/২০২২ তারিখ দুপুর ১২:০০ টা পর্যন্ত উপর্যুক্ত ঠিকানাসমূহে রক্ষিত দরপত্র বাক্সে দরপত্র দাখিল করা যাবে; <box>866 1864 1457 1899</box>
table-row <box>875 1664 1429 1693</box>
nrcc-org: জাতীয় নদী রক্ষা কমিশন <box>1094 1268 1227 1284</box>
nrcc-date-bn: ১৮ জ্যৈষ্ঠ ১৪২৯ <box>1397 1374 1479 1388</box>
bhb-sign-extra: ও <box>1339 1182 1347 1193</box>
post-requirement: কোন স্বীকৃত বিশ্ববিদ্যালয় হতে স্নাতকোত্তর ডিগ্রী অথবা সংশ্লিষ্ট কাজে কমপক্ষে ০৩ বছরের অভিজ্ঞতাসহ স্নাতক ডিগ্রী। <box>358 602 808 654</box>
page-masthead <box>55 55 1497 102</box>
post-grade: (৯ম গ্রেড) <box>157 930 197 941</box>
list-item <box>842 1908 1479 1948</box>
table-row <box>90 1751 783 1782</box>
terms-list <box>842 1739 1479 2096</box>
post-count: ০১টি <box>247 396 295 447</box>
table-row <box>110 1343 334 1360</box>
cgpa-col-division: সমতুল্য শ্রেণি/বিভাগ <box>388 1398 472 1415</box>
post-serial: ৬ <box>70 654 108 705</box>
post-age: অনূর্ধ্ব ৩০ বছর <box>295 654 358 705</box>
term-number: ১. <box>842 1741 855 1756</box>
nrcc-date <box>1389 1372 1479 1408</box>
schedule-value: ২৯ জুন ২০২২ খ্রি: বিকাল ৫.০০টা <box>655 1782 783 1813</box>
table-row <box>70 550 808 602</box>
sms-first: প্রথম SMS: BHB<space>User ID লিখে Send করতে হবে 16222 নম্বরে। <box>836 254 1188 266</box>
condition-item: ৩। বয়স (০৬.০৬.২০২২ খ্রি: তারিখে): (ক) মুক্তিযোদ্ধা/শহীদ মুক্তিযোদ্ধার সন্তান এবং শারীরিক প্রতিবন্ধী প্রার্থী ব্যতীত সকল প্রার্থীর ক্ষেত্রে বয়সসীমা অনূর্ধ্ব ৩০ বছর। (খ) মুক্তিযোদ্ধা/শহীদ মুক্তিযোদ্ধার সন্তান এবং শারীরিক প্রতিবন্ধী প্রার্থীদের ক্ষেত্রে বয়সসীমা অনূর্ধ্ব ৩২ বছর। <box>69 1489 808 1514</box>
bhb-date-label: তারিখঃ <box>581 242 612 253</box>
recovery-userid: i. User ID জানা থাকলে: BHB<space>Help<space>User<space>User ID & Send to 16222. <box>836 531 1294 542</box>
post-age: অনূর্ধ্ব ৩০ বছর <box>295 602 358 654</box>
bhb-building: বিটিএমসি ভবন (৭ম তলা) <box>370 169 508 183</box>
post-count: ০১টি <box>247 499 295 550</box>
post-scale: (২২,০০০-৫৩,০৬০/-) <box>134 790 220 801</box>
table-cell <box>1213 1635 1313 1664</box>
table-cell: জি.পি.এ ৩.০০ বা তদুর্ধ্ব <box>110 1309 250 1326</box>
list-item <box>842 1785 1479 1805</box>
post-count: ০১টি <box>247 860 295 911</box>
table-row <box>70 396 808 447</box>
table-cell <box>1213 1664 1313 1693</box>
term-number: ২. <box>842 1787 855 1802</box>
term-text: আগামী ১৫/৬/২০২২ তারিখ দুপুর ২:৩০ ঘটিকায় দরপত্র দাখিলকারীগণের উপস্থিতিতে (যদি কেউ উপস্থিত থাকেন) দরপত্র বাক্স কমিশন কার্যালয়ে খোলা হবে; <box>866 1910 1460 1945</box>
condition-16: ১৬। Online-এ আবেদন করতে কোন সমস্যা হলে টেলিটক নম্বর থেকে ১২১, alljobs.query@teletalk.com.bd অথবা director.admin@bhb.gov.bd এই ই-মেইলে যোগাযোগ করা যাবে। এছাড়া টেলিটকের অফিসিয়াল ফেসবুক পেজ https://www.facebook.com/alljobsbdTeletalk এ মেসেজ এর মাধ্যমে যোগাযোগ করা যাবে। (Mail অথবা মেসেজ এর Subject-এ Organization Name 'BHB', Post Name *****, Applicant's User ID ও Contact Number অবশ্যই উল্লেখ করতে হবে)। <box>836 665 1485 721</box>
col-serial: ক্র. নং <box>70 359 108 396</box>
col-count: পদের সংখ্যা <box>247 359 295 396</box>
post-name: জনসংযোগ কর্মকর্তা <box>140 451 214 462</box>
post-scale: (২২,০০০-৫৩,০৬০/-) <box>134 636 220 647</box>
bhb-date-bn: ১৮ জ্যৈষ্ঠ ১৪২৯ বঙ্গাব্দ <box>697 233 790 244</box>
table-cell: জি.পি.এ ১.০০ থেকে ২.০০ এর কম <box>110 1343 250 1360</box>
sms-instructions <box>836 116 1485 821</box>
bhb-intro: বস্ত্র ও পাট মন্ত্রণালয়ের আওতাধীন বাংলাদেশ তাঁত বোর্ড এর রাজস্ব খাতভুক্ত নিম্নবর্ণিত স্থায়ী শূন্য পদসমূহে সরাসরি নিয়োগের নিমিত্ত পদের পাশে উল্লিখিত শিক্ষাগত যোগ্যতা ও নিম্নলিখিত শর্তে বাংলাদেশের প্রকৃত স্থায়ী নাগরিকদের নিকট থেকে http://bhb.teletalk.com.bd অনলাইনে এ পুরণকৃত আবেদনপত্র (সনদপত্র বা অন্য কোন দলিলাদি সংযুক্ত করতে হবে না) আহ্বান করা যাচ্ছে। অনলাইন (online) ব্যতীত অন্য কোন মাধ্যমে প্রেরিত আবেদনপত্র গ্রহণ করা হবে না। <box>69 294 808 334</box>
post-name: সহকারী পরিচালক <box>143 400 211 411</box>
sms-intro: অনলাইনে আবেদনপত্র (Application Form) যথাযথভাবে পূরণ করে আবেদনপত্র Submit করা সম্পন্ন হলে কম্পিউটারে ছবিসহ Application Preview দেখা যাবে। নির্ভুলভাবে আবেদনপত্র Submit করা সম্পন্ন প্রার্থী একটি User ID, ছবি এবং স্বাক্ষরযুক্ত একটি Applicant's copy পাবেন। উক্ত Applicant's copy প্রার্থী download পূর্বক রঙিন প্রিন্ট করে সংরক্ষণ করবেন। Applicant's copy-তে একটি User ID নম্বর দেয়া থাকবে এবং User ID নম্বর ব্যবহার করে প্রার্থী নিম্নোক্ত পদ্ধতিতে যে কোন Teletalk Pre-paid Mobile নম্বরের মাধ্যমে ০২ (দুই) টি SMS করে পরীক্ষার ফি বাবদ ৫৬০/-(পাঁচশত ষাট) টাকা অনধিক ৭২ (বাহাত্তর) ঘন্টার মধ্যে জমা দিবেন। <box>836 139 1485 209</box>
table-row <box>70 602 808 654</box>
post-name-cell <box>108 860 247 911</box>
sms-second-example: Example: BHB Yes 12345678 <box>895 352 1054 365</box>
post-name: ক্রয় কর্মকর্তা <box>154 503 199 514</box>
recovery-userid-example: Example: BHB Help User ABCDEF & send to 16222 <box>895 551 1172 564</box>
table-row <box>70 705 808 757</box>
posts-table <box>69 358 808 963</box>
post-age: অনূর্ধ্ব ৩০ বছর <box>295 757 358 808</box>
post-scale: (২২,০০০-৫৩,০৬০/-) <box>134 739 220 750</box>
